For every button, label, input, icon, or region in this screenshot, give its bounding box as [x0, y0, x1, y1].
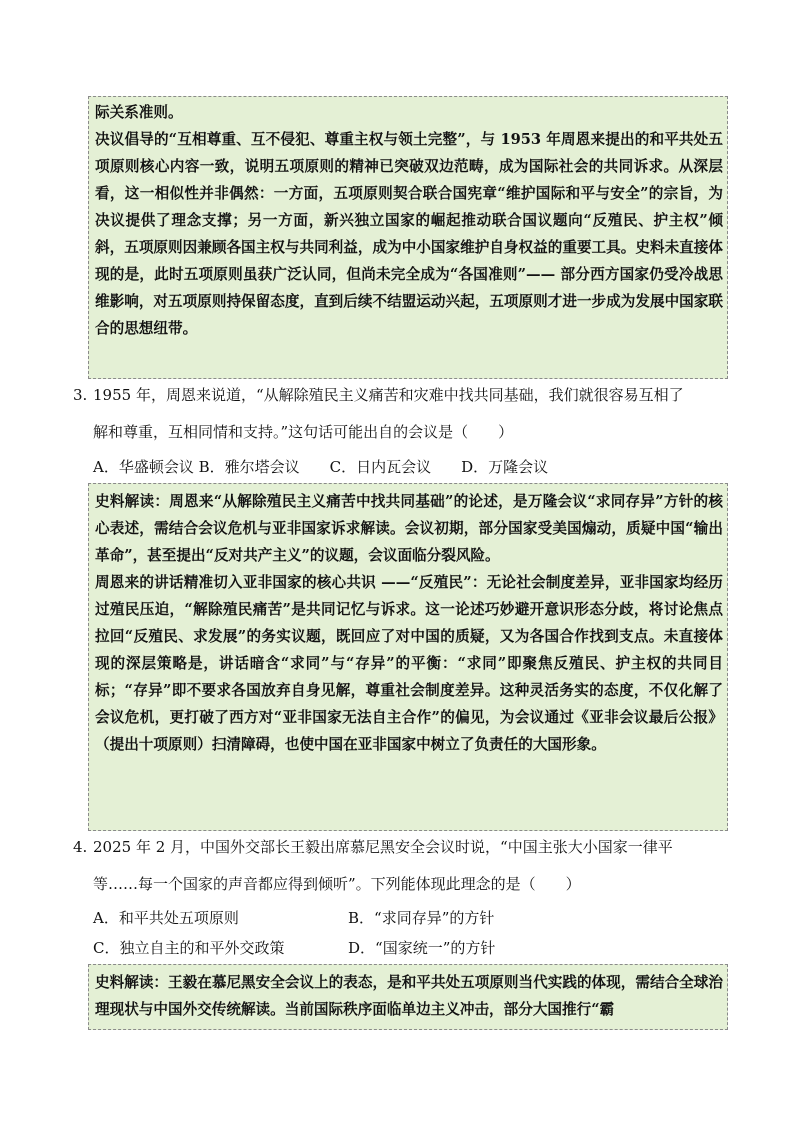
- analysis-paragraph: 决议倡导的“互相尊重、互不侵犯、尊重主权与领土完整”，与 1953 年周恩来提出的和平共处五项原则核心内容一致，说明五项原则的精神已突破双边范畴，成为国际社会的共同诉求。从深层看，这一相似性并非偶然：一方面，五项原则契合联合国宪章“维护国际和平与安全”的宗旨，为决议提供了理念支撑；另一方面，新兴独立国家的崛起推动联合国议题向“反殖民、护主权”倾斜，五项原则因兼顾各国主权与共同利益，成为中小国家维护自身权益的重要工具。史料未直接体现的是，此时五项原则虽获广泛认同，但尚未完全成为“各国准则”—— 部分西方国家仍受冷战思维影响，对五项原则持保留态度，直到后续不结盟运动兴起，五项原则才进一步成为发展中国家联合的思想纽带。: [95, 131, 723, 337]
- question-number: 4.: [73, 838, 88, 856]
- analysis-paragraph: 史料解读：王毅在慕尼黑安全会议上的表态，是和平共处五项原则当代实践的体现，需结合全球治理现状与中国外交传统解读。当前国际秩序面临单边主义冲击，部分大国推行“霸: [95, 974, 723, 1018]
- question-number: 3.: [73, 386, 88, 404]
- question-4-options-row-1: [93, 906, 713, 930]
- option-d: D．“国家统一”的方针: [348, 939, 496, 957]
- option-c: C．独立自主的和平外交政策: [93, 939, 285, 957]
- analysis-paragraph: 际关系准则。: [95, 104, 183, 121]
- analysis-box-1: [88, 96, 728, 379]
- question-3-stem: [73, 383, 733, 407]
- option-b: B．“求同存异”的方针: [348, 909, 495, 927]
- option-a: A．和平共处五项原则: [93, 909, 239, 927]
- question-4-stem: [73, 835, 733, 859]
- question-stem-text: 1955 年，周恩来说道，“从解除殖民主义痛苦和灾难中找共同基础，我们就很容易互相了: [93, 386, 684, 404]
- question-3-stem-cont: 解和尊重，互相同情和支持。”这句话可能出自的会议是（ ）: [93, 423, 514, 441]
- analysis-box-2: [88, 483, 728, 831]
- analysis-box-3: [88, 964, 728, 1030]
- question-stem-text: 2025 年 2 月，中国外交部长王毅出席慕尼黑安全会议时说，“中国主张大小国家一律平: [93, 838, 673, 856]
- question-3-options: A．华盛顿会议 B．雅尔塔会议 C．日内瓦会议 D．万隆会议: [93, 458, 549, 476]
- question-4-options-row-2: [93, 936, 713, 960]
- question-4-stem-cont: 等……每一个国家的声音都应得到倾听”。下列能体现此理念的是（ ）: [93, 875, 581, 893]
- analysis-paragraph: 史料解读：周恩来“从解除殖民主义痛苦中找共同基础”的论述，是万隆会议“求同存异”方针的核心表述，需结合会议危机与亚非国家诉求解读。会议初期，部分国家受美国煽动，质疑中国“输出革命”，甚至提出“反对共产主义”的议题，会议面临分裂风险。: [95, 493, 723, 564]
- analysis-paragraph: 周恩来的讲话精准切入亚非国家的核心共识 ——“反殖民”：无论社会制度差异，亚非国家均经历过殖民压迫，“解除殖民痛苦”是共同记忆与诉求。这一论述巧妙避开意识形态分歧，将讨论焦点拉回“反殖民、求发展”的务实议题，既回应了对中国的质疑，又为各国合作找到支点。未直接体现的深层策略是，讲话暗含“求同”与“存异”的平衡：“求同”即聚焦反殖民、护主权的共同目标；“存异”即不要求各国放弃自身见解，尊重社会制度差异。这种灵活务实的态度，不仅化解了会议危机，更打破了西方对“亚非国家无法自主合作”的偏见，为会议通过《亚非会议最后公报》（提出十项原则）扫清障碍，也使中国在亚非国家中树立了负责任的大国形象。: [95, 574, 723, 753]
